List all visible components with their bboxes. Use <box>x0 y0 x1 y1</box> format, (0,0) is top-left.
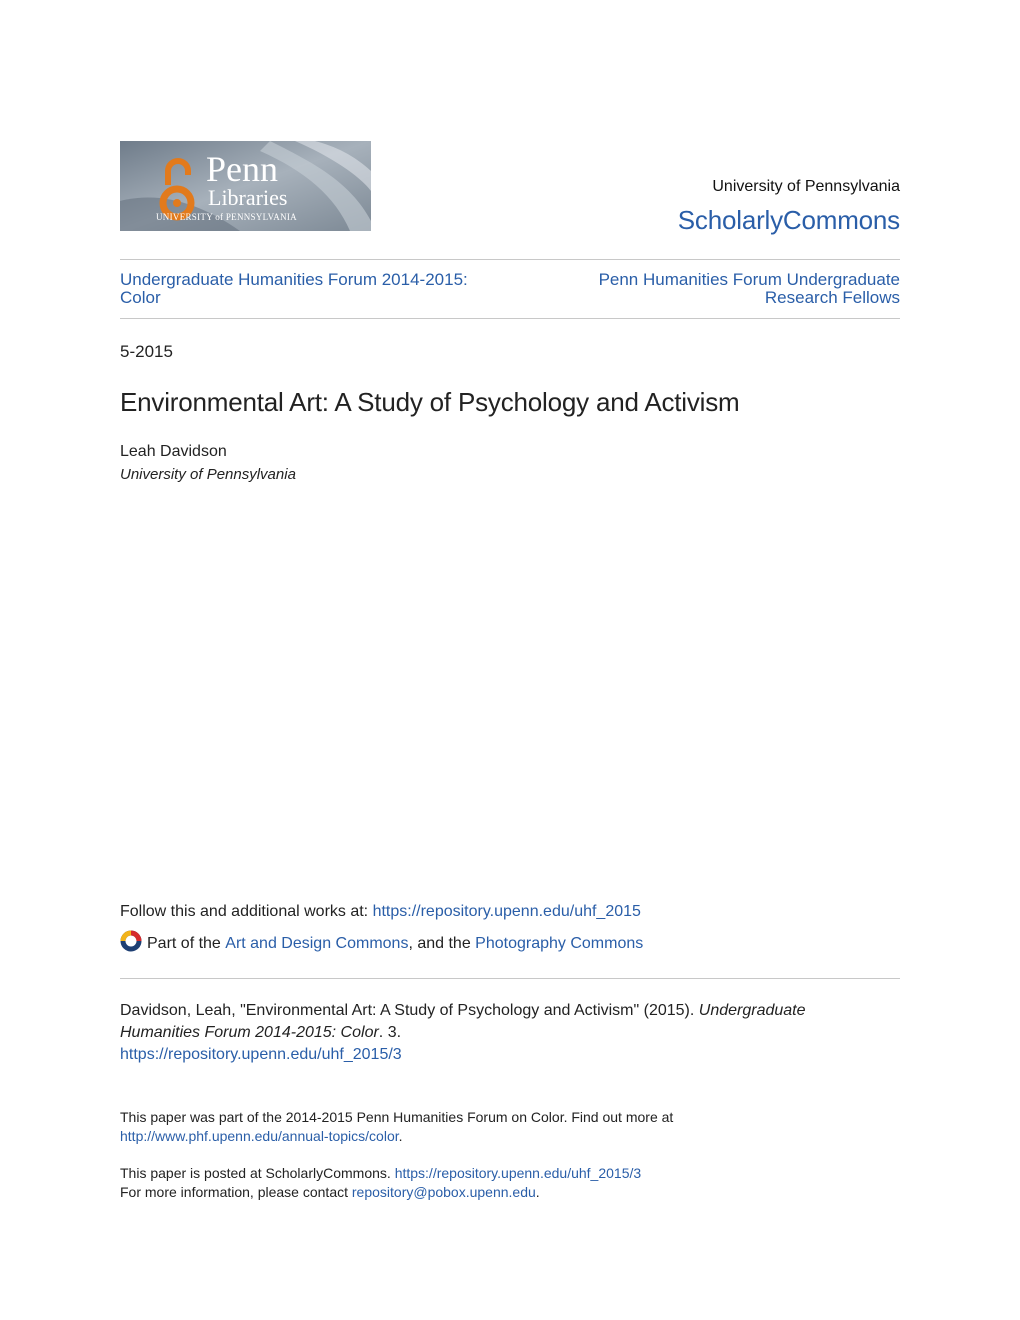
collection-fellows-line1: Penn Humanities Forum Undergraduate <box>598 270 900 289</box>
divider-top <box>120 259 900 260</box>
logo-word-university: UNIVERSITY of PENNSYLVANIA <box>156 212 297 222</box>
collection-fellows-line2: Research Fellows <box>764 288 900 307</box>
network-commons-icon <box>120 930 142 952</box>
publication-date: 5-2015 <box>120 342 173 361</box>
contact-email-link[interactable]: repository@pobox.upenn.edu <box>351 1184 536 1200</box>
author-affiliation: University of Pennsylvania <box>120 466 296 483</box>
collection-forum-line2: Color <box>120 288 161 307</box>
part-of-middle: , and the <box>408 935 476 952</box>
part-of-prefix: Part of the <box>147 935 226 952</box>
forum-note-end: . <box>398 1128 403 1144</box>
contact-end: . <box>535 1184 540 1200</box>
penn-libraries-logo <box>120 141 371 231</box>
forum-topic-link[interactable]: http://www.phf.upenn.edu/annual-topics/color <box>120 1128 399 1144</box>
citation-text: Davidson, Leah, "Environmental Art: A Study of Psychology and Activism" (2015). <box>120 1002 699 1019</box>
institution-name: University of Pennsylvania <box>712 178 900 195</box>
posted-note-text: This paper is posted at ScholarlyCommons. <box>120 1165 395 1181</box>
citation-series-2: Humanities Forum 2014-2015: Color <box>120 1024 379 1041</box>
logo-word-penn: Penn <box>206 149 278 189</box>
logo-word-libraries: Libraries <box>208 185 288 210</box>
contact-text: For more information, please contact <box>120 1184 352 1200</box>
photography-commons-link[interactable]: Photography Commons <box>475 935 644 952</box>
paper-title: Environmental Art: A Study of Psychology and Activism <box>120 387 740 417</box>
repository-link[interactable]: ScholarlyCommons <box>677 205 900 235</box>
citation-url-link[interactable]: https://repository.upenn.edu/uhf_2015/3 <box>120 1046 402 1063</box>
posted-url-link[interactable]: https://repository.upenn.edu/uhf_2015/3 <box>394 1165 642 1181</box>
part-of-line <box>120 930 643 958</box>
divider-bottom <box>120 978 900 979</box>
forum-note-text: This paper was part of the 2014-2015 Penn Humanities Forum on Color. Find out more at <box>120 1109 674 1125</box>
follow-line <box>120 903 641 921</box>
recommended-citation <box>120 1000 900 1066</box>
author-name: Leah Davidson <box>120 443 227 460</box>
collection-forum-line1: Undergraduate Humanities Forum 2014-2015: <box>120 270 468 289</box>
divider-middle <box>120 318 900 319</box>
collection-link-forum[interactable] <box>120 271 520 307</box>
follow-url-link[interactable]: https://repository.upenn.edu/uhf_2015 <box>372 903 641 920</box>
collection-link-fellows[interactable] <box>540 271 900 307</box>
citation-series-1: Undergraduate <box>698 1002 806 1019</box>
citation-number: . 3. <box>378 1024 402 1041</box>
follow-prefix: Follow this and additional works at: <box>120 903 373 920</box>
posted-note <box>120 1164 900 1202</box>
forum-note <box>120 1108 900 1146</box>
art-design-commons-link[interactable]: Art and Design Commons <box>225 935 409 952</box>
